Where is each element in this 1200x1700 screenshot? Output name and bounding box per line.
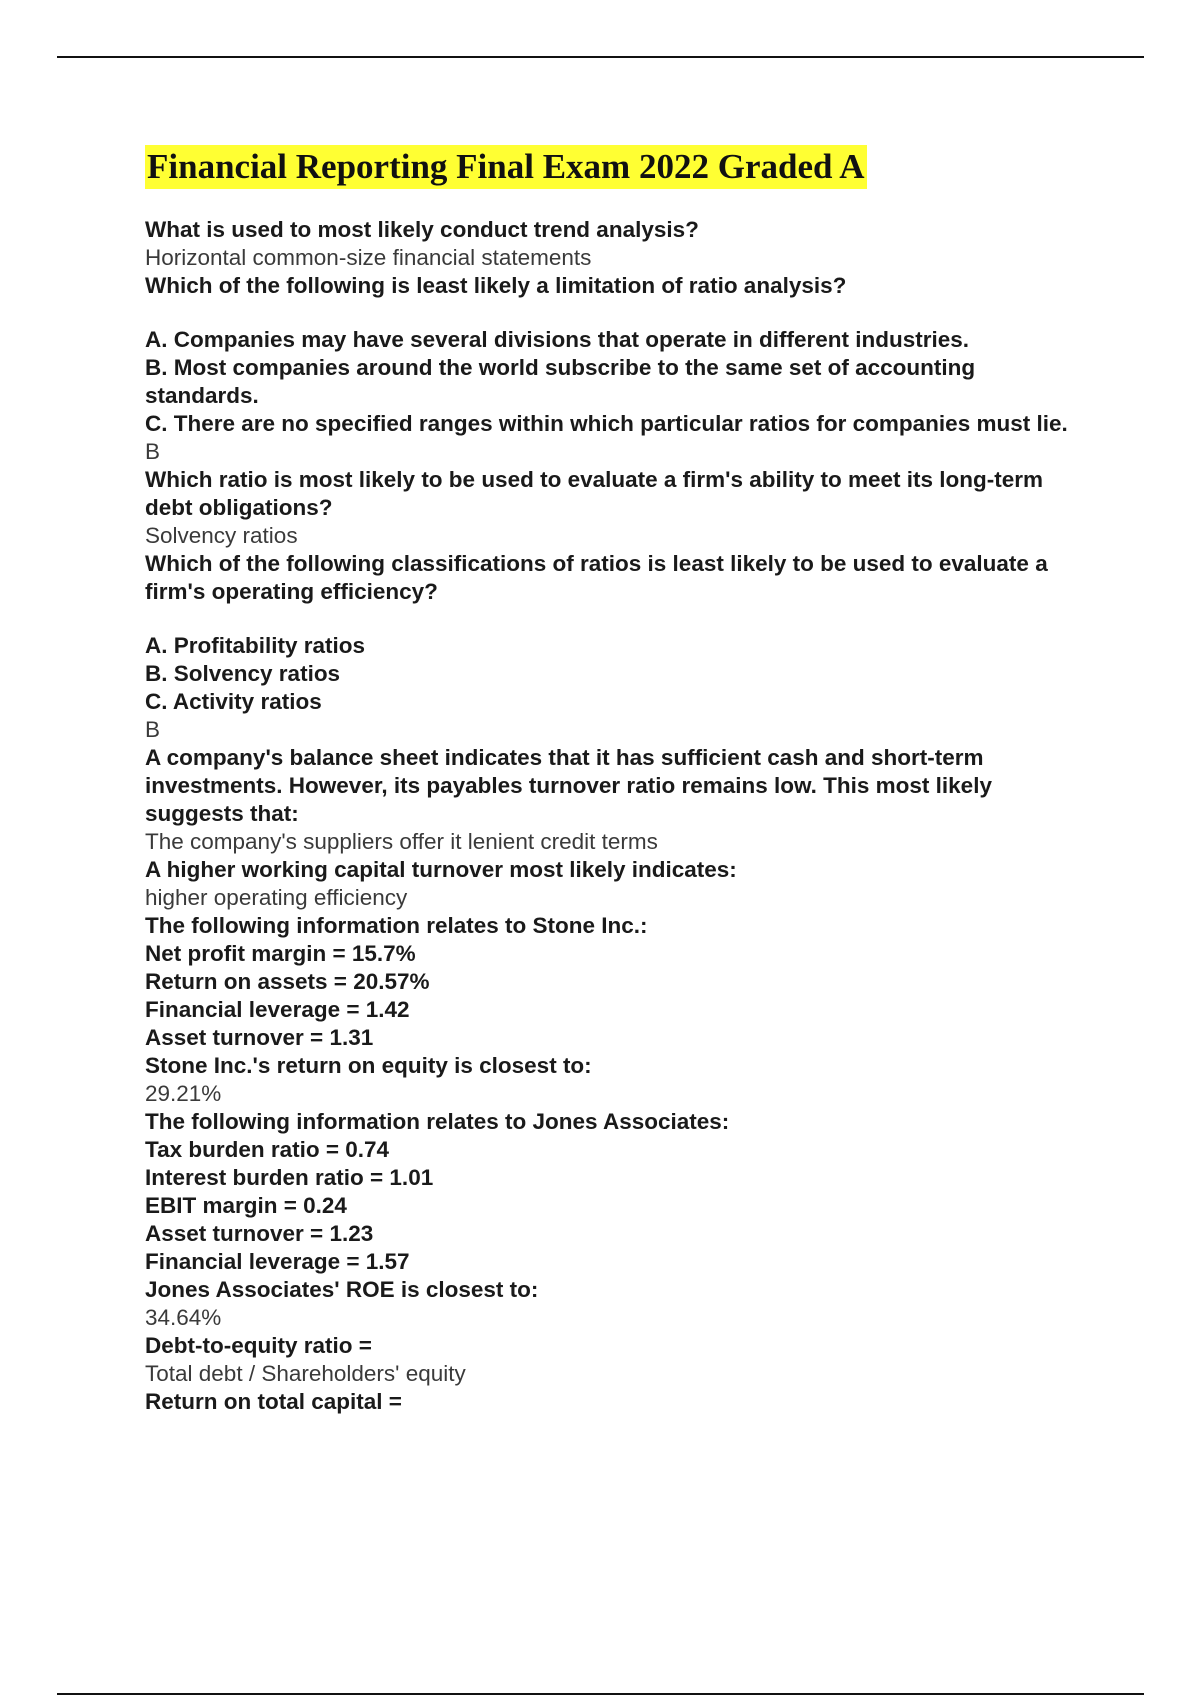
question-7-line-1: Net profit margin = 15.7% [145,941,416,966]
exam-content [145,216,1070,1416]
answer-1: Horizontal common-size financial statements [145,245,592,270]
answer-5: The company's suppliers offer it lenient credit terms [145,829,658,854]
question-8-line-1: Tax burden ratio = 0.74 [145,1137,390,1162]
top-rule [57,56,1144,58]
question-7-intro: The following information relates to Stone Inc.: [145,913,648,938]
spacer [145,606,1070,632]
answer-7: 29.21% [145,1081,222,1106]
question-1: What is used to most likely conduct trend analysis? [145,217,699,242]
question-6: A higher working capital turnover most likely indicates: [145,857,737,882]
question-7: Stone Inc.'s return on equity is closest to: [145,1053,592,1078]
question-8-line-4: Asset turnover = 1.23 [145,1221,374,1246]
question-2: Which of the following is least likely a limitation of ratio analysis? [145,273,847,298]
question-2-option-c: C. There are no specified ranges within which particular ratios for companies must lie. [145,411,1068,436]
question-8: Jones Associates' ROE is closest to: [145,1277,539,1302]
question-4-option-b: B. Solvency ratios [145,661,341,686]
question-5: A company's balance sheet indicates that it has sufficient cash and short-term investments. However, its payables turnover ratio remains low. This most likely suggests that: [145,745,992,826]
question-7-line-3: Financial leverage = 1.42 [145,997,410,1022]
answer-3: Solvency ratios [145,523,298,548]
title-block [145,145,867,189]
question-2-option-a: A. Companies may have several divisions that operate in different industries. [145,327,969,352]
question-8-line-3: EBIT margin = 0.24 [145,1193,347,1218]
question-2-option-b: B. Most companies around the world subscribe to the same set of accounting standards. [145,355,976,408]
question-7-line-2: Return on assets = 20.57% [145,969,430,994]
answer-9: Total debt / Shareholders' equity [145,1361,466,1386]
question-4-option-c: C. Activity ratios [145,689,322,714]
question-8-intro: The following information relates to Jones Associates: [145,1109,730,1134]
question-8-line-5: Financial leverage = 1.57 [145,1249,410,1274]
question-9: Debt-to-equity ratio = [145,1333,372,1358]
answer-4: B [145,717,161,742]
spacer [145,300,1070,326]
answer-6: higher operating efficiency [145,885,408,910]
question-7-line-4: Asset turnover = 1.31 [145,1025,374,1050]
page-title: Financial Reporting Final Exam 2022 Graded A [145,145,867,189]
answer-8: 34.64% [145,1305,222,1330]
question-3: Which ratio is most likely to be used to evaluate a firm's ability to meet its long-term debt obligations? [145,467,1044,520]
answer-2: B [145,439,161,464]
question-4-option-a: A. Profitability ratios [145,633,366,658]
question-10: Return on total capital = [145,1389,402,1414]
bottom-rule [57,1693,1144,1695]
question-8-line-2: Interest burden ratio = 1.01 [145,1165,434,1190]
question-4: Which of the following classifications of ratios is least likely to be used to evaluate a firm's operating efficiency? [145,551,1048,604]
